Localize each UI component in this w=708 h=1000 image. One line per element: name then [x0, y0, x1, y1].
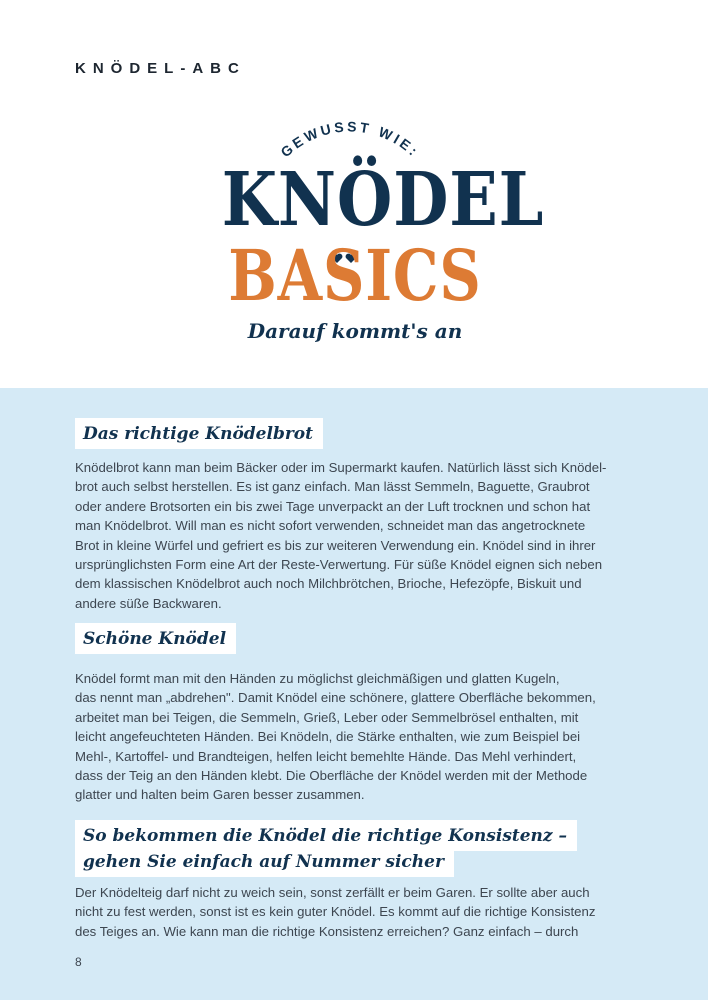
paragraph-knoedelbrot: Knödelbrot kann man beim Bäcker oder im Supermarkt kaufen. Natürlich lässt sich Knödel- brot auch selbst herstellen. Es ist ganz einfach. Man lässt Semmeln, Baguette, Graubrot oder andere Brotsorten ein bis zwei Tage unverpackt an der Luft trocknen und schon hat man Knödelbrot. Will man es nicht sofort verwenden, schneidet man das angetrocknete Brot in kleine Würfel und gefriert es bis zur weiteren Verwendung ein. Knödel sind in ihrer ursprünglichsten Form eine Art der Reste-Verwertung. Für süße Knödel eignen sich neben dem klassischen Knödelbrot auch noch Milchbrötchen, Brioche, Hefezöpfe, Biskuit und andere süße Backwaren. [75, 460, 607, 611]
svg-text:GEWUSST WIE: [277, 118, 422, 160]
heading-knoedelbrot: Das richtige Knödelbrot [75, 418, 323, 449]
logo-arc-text: GEWUSST WIE: [277, 118, 423, 161]
heading-konsistenz-line2: gehen Sie einfach auf Nummer sicher [75, 846, 454, 877]
paragraph-schoene-knoedel: Knödel formt man mit den Händen zu möglichst gleichmäßigen und glatten Kugeln, das nennt man „abdrehen". Damit Knödel eine schönere, glattere Oberfläche bekommen, arbeitet man bei Teigen, die Semmeln, Grieß, Leber oder Semmelbrösel enthalten, mit leicht angefeuchteten Händen. Bei Knödeln, die Stärke enthalten, wie zum Beispiel bei Mehl-, Kartoffel- und Brandteigen, helfen leicht bemehlte Hände. Das Mehl verhindert, dass der Teig an den Händen klebt. Die Oberfläche der Knödel werden mit der Methode glatter und halten beim Garen besser zusammen. [75, 671, 596, 803]
section-label: KNÖDEL-ABC [75, 60, 246, 77]
logo-title-line2: BASICS [228, 234, 482, 317]
heading-schoene-knoedel: Schöne Knödel [75, 623, 236, 654]
logo-tagline: Darauf kommt's an [247, 319, 463, 343]
page-number: 8 [75, 955, 82, 969]
knoedel-basics-logo [200, 105, 545, 365]
logo-title-line1: KNÖDEL [221, 157, 545, 243]
paragraph-konsistenz: Der Knödelteig darf nicht zu weich sein, sonst zerfällt er beim Garen. Er sollte aber auch nicht zu fest werden, sonst ist es kein guter Knödel. Es kommt auf die richtige Konsistenz des Teiges an. Wie kann man die richtige Konsistenz erreichen? Ganz einfach – durch [75, 885, 596, 939]
heading-konsistenz-line1: So bekommen die Knödel die richtige Konsistenz – [75, 820, 577, 851]
